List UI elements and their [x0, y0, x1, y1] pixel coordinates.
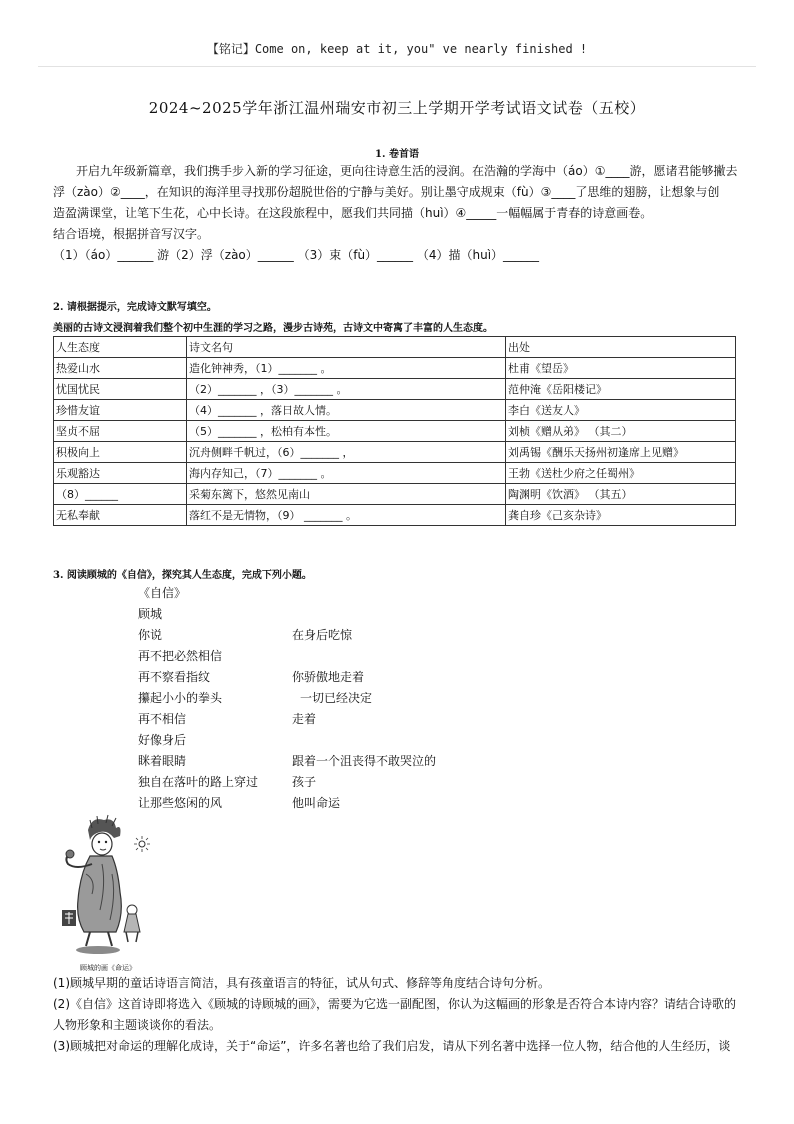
table-cell: 陶渊明《饮酒》 （其五）: [506, 484, 736, 505]
poem-table: [53, 336, 736, 526]
table-cell: 诗文名句: [187, 337, 506, 358]
table-cell: （8）______: [54, 484, 187, 505]
table-cell: 珍惜友谊: [54, 400, 187, 421]
q3-sub-question-2-cont: 人物形象和主题谈谈你的看法。: [53, 1018, 222, 1032]
table-cell: 王勃《送杜少府之任蜀州》: [506, 463, 736, 484]
table-cell: 龚自珍《己亥杂诗》: [506, 505, 736, 526]
table-cell: 出处: [506, 337, 736, 358]
table-cell: 落红不是无情物，（9） _______ 。: [187, 505, 506, 526]
table-cell: 乐观豁达: [54, 463, 187, 484]
poem-line-left: 你说: [138, 628, 163, 642]
table-cell: 刘禹锡《酬乐天扬州初逢席上见赠》: [506, 442, 736, 463]
poem-line-left: 再不察看指纹: [138, 670, 211, 684]
q3-sub-question-2: (2)《自信》这首诗即将选入《顾城的诗顾城的画》，需要为它选一副配图，你认为这幅画的形象是否符合本诗内容？请结合诗歌的: [53, 997, 737, 1011]
q3-sub-question-3: (3)顾城把对命运的理解化成诗，关于“命运”，许多名著也给了我们启发，请从下列名著中选择一位人物，结合他的人生经历，谈: [53, 1039, 731, 1053]
q3-heading: 3. 阅读顾城的《自信》，探究其人生态度，完成下列小题。: [53, 570, 312, 581]
table-cell: 人生态度: [54, 337, 187, 358]
table-row: [54, 463, 736, 484]
q1-line-4: 结合语境，根据拼音写汉字。: [53, 227, 210, 241]
q1-heading: 1. 卷首语: [375, 149, 419, 160]
table-cell: 海内存知己，（7）_______ 。: [187, 463, 506, 484]
table-row: [54, 442, 736, 463]
table-cell: （5）_______ ，松柏有本性。: [187, 421, 506, 442]
header-divider: [38, 66, 756, 67]
q2-intro: 美丽的古诗文浸润着我们整个初中生涯的学习之路，漫步古诗苑，古诗文中寄寓了丰富的人生态度。: [53, 323, 493, 334]
q1-line-1: 开启九年级新篇章，我们携手步入新的学习征途，更向往诗意生活的浸润。在浩瀚的学海中（áo）①____游，愿诸君能够撇去: [76, 164, 738, 178]
poem-line-left: 独自在落叶的路上穿过: [138, 775, 259, 789]
motto-banner: 【铭记】Come on, keep at it, you" ve nearly finished !: [206, 42, 588, 56]
table-cell: 无私奉献: [54, 505, 187, 526]
poem-line-right: 走着: [292, 712, 317, 726]
table-cell: （2）_______ ，（3）_______ 。: [187, 379, 506, 400]
q3-sub-question-1: (1)顾城早期的童话诗语言简洁，具有孩童语言的特征，试从句式、修辞等角度结合诗句分析。: [53, 976, 551, 990]
q1-line-2: 浮（zào）②____，在知识的海洋里寻找那份超脱世俗的宁静与美好。别让墨守成规束（fù）③____了思维的翅膀，让想象与创: [53, 185, 720, 199]
table-cell: 采菊东篱下，悠然见南山: [187, 484, 506, 505]
poem-line-right: 跟着一个沮丧得不敢哭泣的: [292, 754, 437, 768]
table-row: [54, 358, 736, 379]
drawing-caption: 顾城的画《命运》: [80, 964, 136, 972]
table-row: [54, 505, 736, 526]
poem-line-left: 再不相信: [138, 712, 187, 726]
table-row: [54, 337, 736, 358]
poem-line-right: 他叫命运: [292, 796, 341, 810]
table-cell: 积极向上: [54, 442, 187, 463]
table-cell: 热爱山水: [54, 358, 187, 379]
table-cell: 范仲淹《岳阳楼记》: [506, 379, 736, 400]
table-row: [54, 400, 736, 421]
q1-line-3: 造盈满课堂，让笔下生花，心中长诗。在这段旅程中，愿我们共同描（huì）④_____一幅幅属于青春的诗意画卷。: [53, 206, 653, 220]
page-title: 2024~2025学年浙江温州瑞安市初三上学期开学考试语文试卷（五校）: [148, 99, 646, 117]
table-cell: 刘桢《赠从弟》 （其二）: [506, 421, 736, 442]
poem-title: 《自信》: [138, 586, 187, 600]
fate-drawing-illustration: [56, 814, 156, 962]
q1-answer-line: （1）（áo）______ 游（2）浮（zào）______ （3）束（fù）______ （4）描（huì）______: [53, 248, 540, 262]
poem-line-right: 你骄傲地走着: [292, 670, 365, 684]
poem-line-left: 攥起小小的拳头: [138, 691, 223, 705]
q2-heading: 2. 请根据提示，完成诗文默写填空。: [53, 302, 217, 313]
poem-line-left: 让那些悠闲的风: [138, 796, 223, 810]
poem-line-right: 孩子: [292, 775, 317, 789]
poem-line-right: 一切已经决定: [300, 691, 373, 705]
table-row: [54, 421, 736, 442]
table-cell: 李白《送友人》: [506, 400, 736, 421]
poem-line-right: 在身后吃惊: [292, 628, 353, 642]
poem-line-left: 眯着眼睛: [138, 754, 187, 768]
table-cell: （4）_______ ，落日故人情。: [187, 400, 506, 421]
poem-line-left: 好像身后: [138, 733, 187, 747]
table-row: [54, 484, 736, 505]
poem-author: 顾城: [138, 607, 163, 621]
poem-line-left: 再不把必然相信: [138, 649, 223, 663]
table-row: [54, 379, 736, 400]
table-cell: 沉舟侧畔千帆过，（6）_______ ，: [187, 442, 506, 463]
table-cell: 杜甫《望岳》: [506, 358, 736, 379]
table-cell: 坚贞不屈: [54, 421, 187, 442]
table-cell: 造化钟神秀，（1）_______ 。: [187, 358, 506, 379]
table-cell: 忧国忧民: [54, 379, 187, 400]
